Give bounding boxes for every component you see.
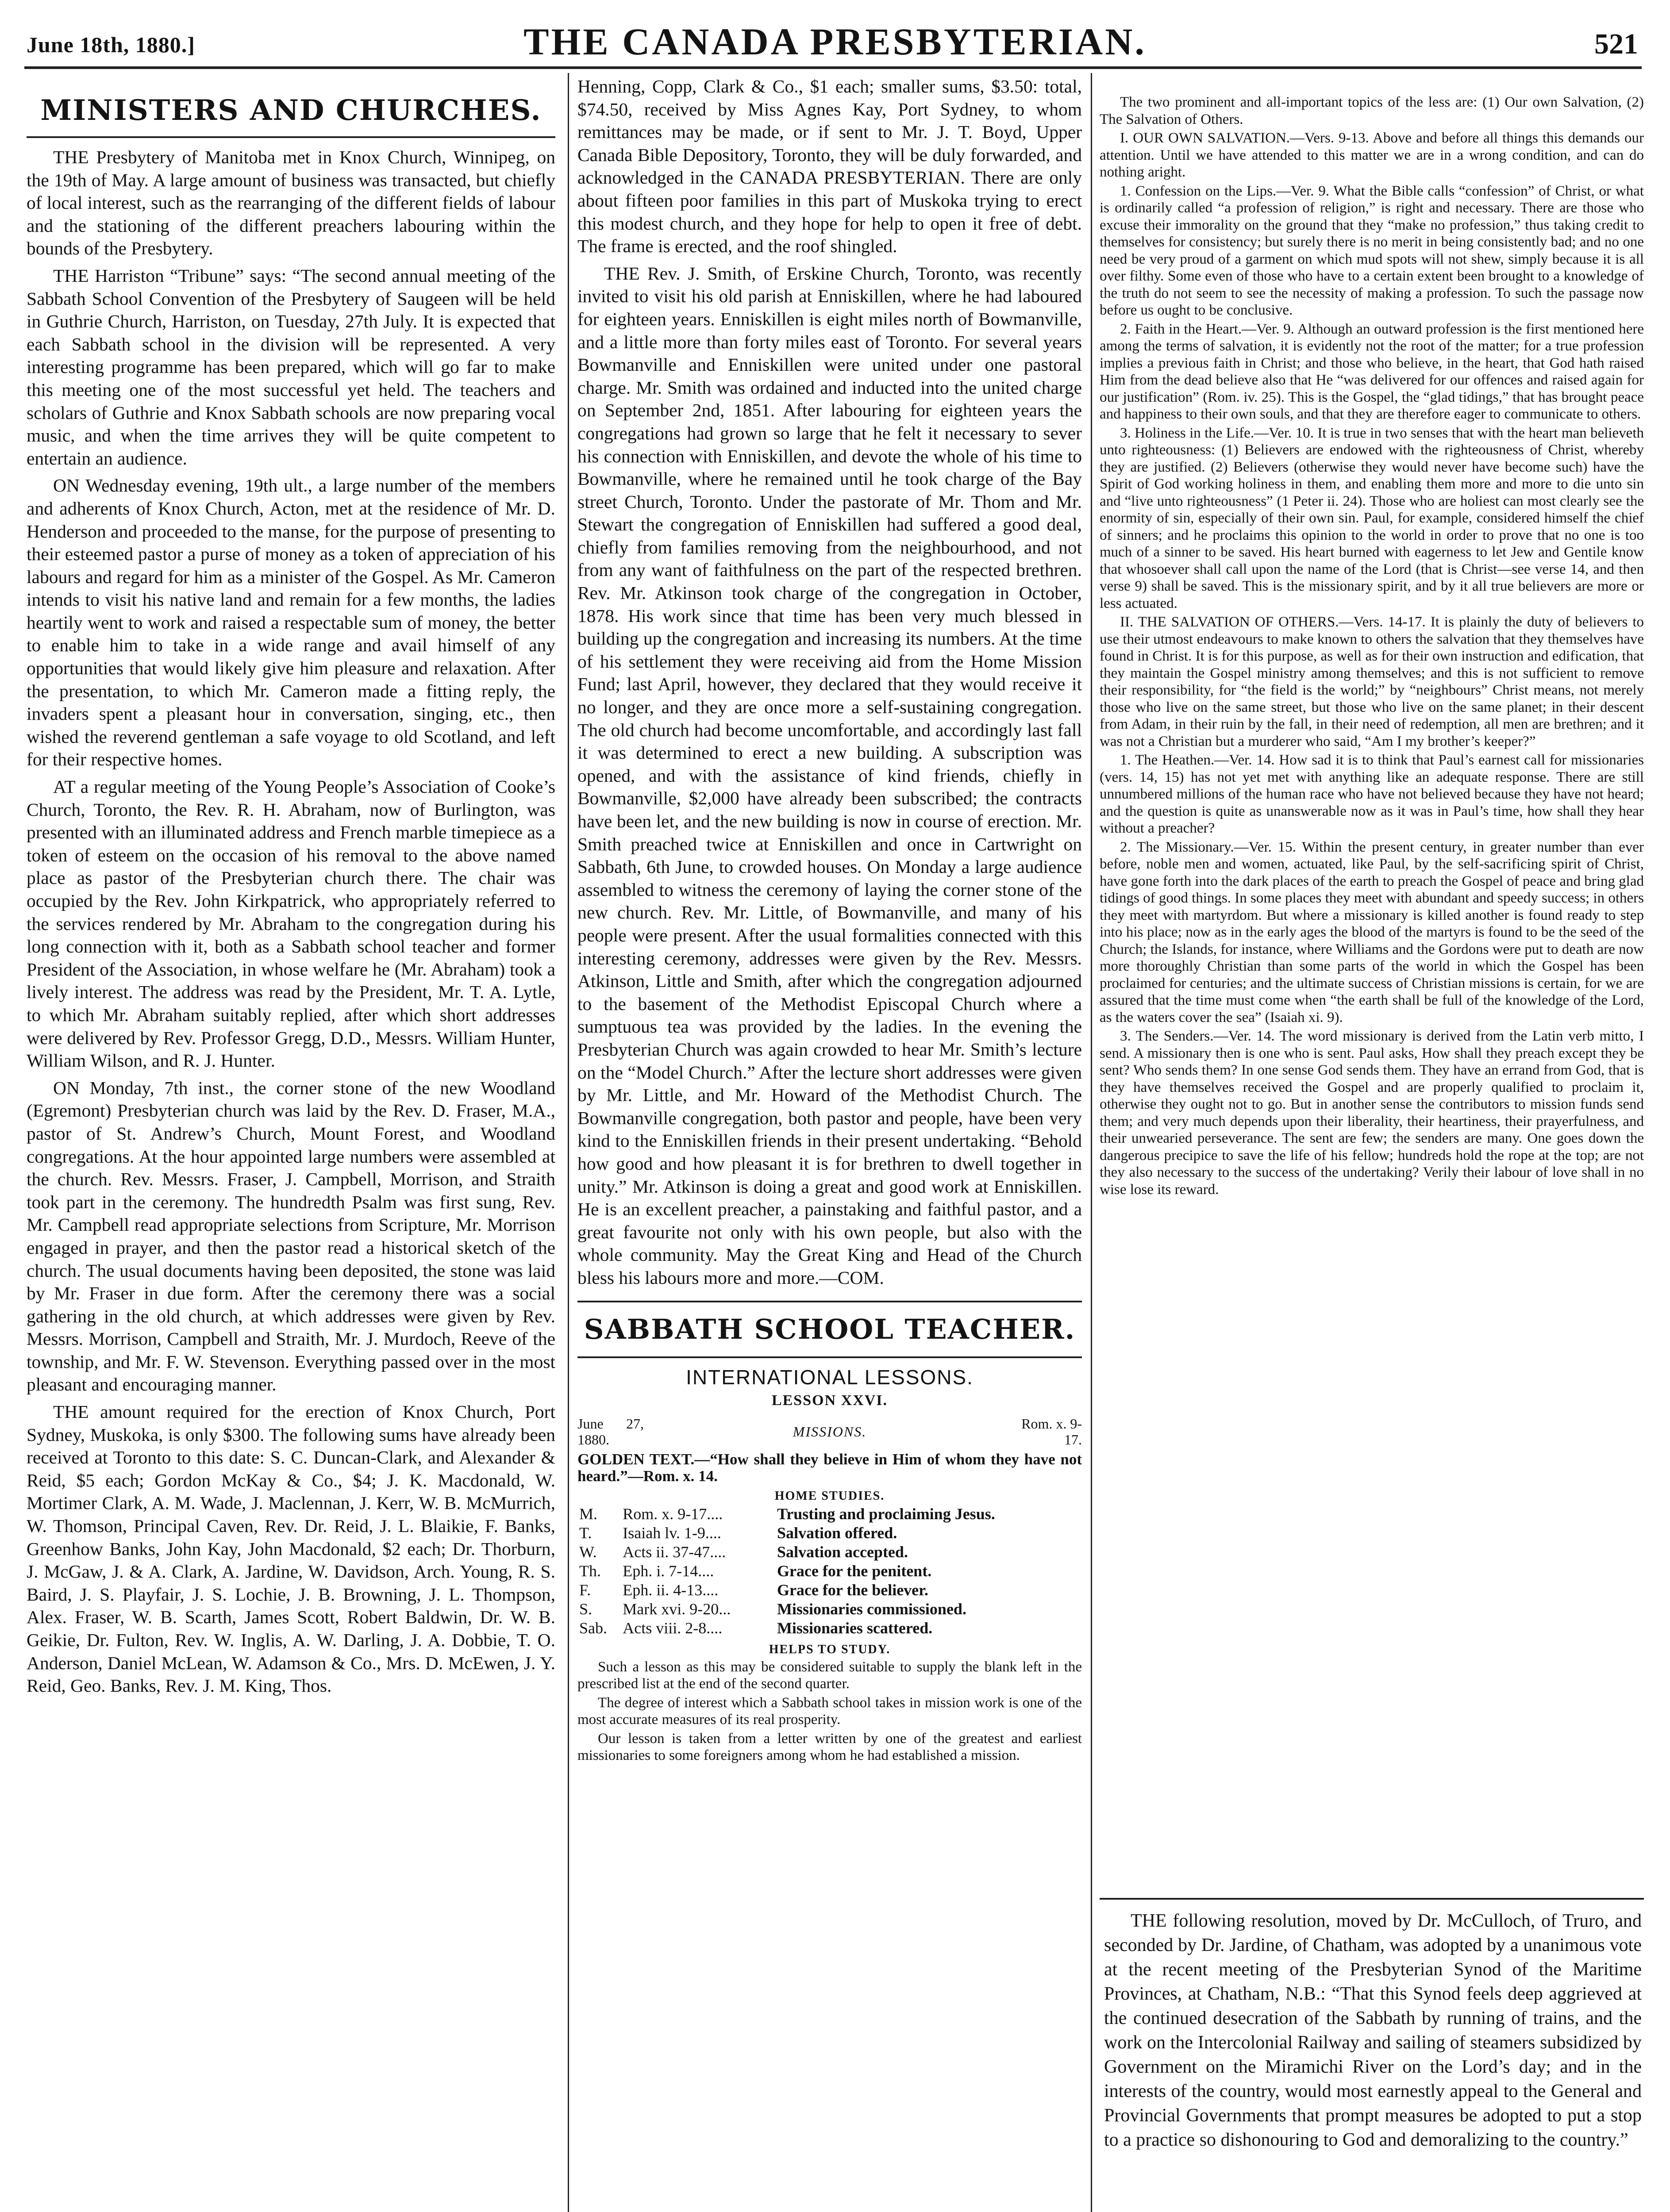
home-study-ref: Eph. i. 7-14.... [623, 1562, 714, 1580]
lesson-date: June 27, 1880. [577, 1415, 644, 1448]
resolution-block [1104, 1909, 1642, 2212]
lesson-paragraph: I. OUR OWN SALVATION.—Vers. 9-13. Above and before all things this demands our attention. Until we have attended to this matter we are in a wrong condition, and can do nothing aright. [1100, 130, 1644, 180]
home-study-ref: Eph. ii. 4-13.... [623, 1581, 719, 1599]
home-study-day: T. [579, 1524, 592, 1542]
home-study-ref: Mark xvi. 9-20... [623, 1600, 731, 1618]
home-study-topic: Salvation offered. [777, 1524, 897, 1542]
ministers-churches-heading: MINISTERS AND CHURCHES. [40, 94, 542, 127]
home-study-row [577, 1505, 1082, 1524]
lesson-paragraph: 2. The Missionary.—Ver. 15. Within the present century, in greater number than ever before, noble men and women, actuated, like Paul, by the self-sacrificing spirit of Christ, have gone forth into the dark places of the earth to preach the Gospel of peace and bring glad tidings of good things. In some places they meet with abundant and speedy success; in others they meet with martyrdom. But where a missionary is killed another is found ready to step into his place; now as in the early ages the blood of the martyrs is found to be the seed of the Church; the Islands, for instance, where Williams and the Gordons were put to death are now more thoroughly Christian than some parts of the world in which the Gospel has been proclaimed for centuries; and the ultimate success of Christian missions is certain, for we are assured that the time must come when “the earth shall be full of the knowledge of the Lord, as the waters cover the sea” (Isaiah xi. 9). [1100, 839, 1644, 1025]
lesson-meta [577, 1416, 1082, 1448]
home-study-topic: Grace for the penitent. [777, 1562, 932, 1580]
lesson-paragraph: 1. Confession on the Lips.—Ver. 9. What the Bible calls “confession” of Christ, or what is ordinarily called “a profession of religion,” is right and necessary. There are those who excuse their immorality on the ground that they “make no profession,” thus taking credit to themselves for consistency; but surely there is no merit in being consistently bad; and no one need be very proud of a garment on which mud spots will not shew, simply because it is all over filthy. Some even of those who have to a certain extent been brought to a knowledge of the truth do not seem to see the necessity of making a profession. To such the passage now before us ought to be conclusive. [1100, 183, 1644, 318]
resolution-paragraph: THE following resolution, moved by Dr. McCulloch, of Truro, and seconded by Dr. Jardine, of Chatham, was adopted by a unanimous vote at the recent meeting of the Presbyterian Synod of the Maritime Provinces, at Chatham, N.B.: “That this Synod feels deep aggrieved at the continued desecration of the Sabbath by running of trains, and the work on the Intercolonial Railway and sailing of steamers subsidized by Government on the Miramichi River on the Lord’s day; and in the interests of the country, would most earnestly appeal to the General and Provincial Governments that prompt measures be adopted to put a stop to a practice so dishonouring to God and demoralizing to the country.” [1104, 1911, 1642, 2150]
column-3 [1100, 94, 1644, 1894]
home-study-topic: Missionaries scattered. [777, 1619, 933, 1637]
sabbath-school-teacher-heading: SABBATH SCHOOL TEACHER. [584, 1313, 1076, 1346]
home-study-ref: Acts ii. 37-47.... [623, 1543, 726, 1561]
lesson-paragraph: 3. Holiness in the Life.—Ver. 10. It is true in two senses that with the heart man believeth unto righteousness: (1) Believers are endowed with the righteousness of Christ, whereby they are justified. (2) Believers (otherwise they would never have become such) have the Spirit of God working holiness in them, and enabling them more and more to die unto sin and “live unto righteousness” (1 Peter ii. 24). Those who are holiest can most clearly see the enormity of sin, especially of their own sin. Paul, for example, considered himself the chief of sinners; and he proclaims this opinion to the world in order to prove that no one is too much of a sinner to be saved. His heart burned with eagerness to let Jew and Gentile know that whosoever shall call upon the name of the Lord (that is Christ—see verse 14, and then verse 9) shall be saved. This is the missionary spirit, and by it all true believers are more or less actuated. [1100, 425, 1644, 611]
home-study-day: M. [579, 1505, 598, 1523]
home-study-ref: Acts viii. 2-8.... [623, 1619, 723, 1637]
home-study-ref: Isaiah lv. 1-9.... [623, 1524, 721, 1542]
article-paragraph: ON Wednesday evening, 19th ult., a large number of the members and adherents of Knox Church, Acton, met at the residence of Mr. D. Henderson and proceeded to the manse, for the purpose of presenting to their esteemed pastor a purse of money as a token of appreciation of his labours and regard for him as a minister of the Gospel. As Mr. Cameron intends to visit his native land and remain for a few months, the ladies heartily went to work and raised a respectable sum of money, the better to enable him to take in a wide range and avail himself of any opportunities that would likely give him pleasure and relaxation. After the presentation, to which Mr. Cameron made a fitting reply, the invaders spent a pleasant hour in conversation, singing, etc., then wished the reverend gentleman a safe voyage to old Scotland, and left for their respective homes. [27, 475, 555, 770]
lesson-number: LESSON XXVI. [771, 1392, 888, 1409]
helps-title: HELPS TO STUDY. [769, 1643, 891, 1657]
helps-paragraph: Such a lesson as this may be considered suitable to supply the blank left in the prescribed list at the end of the second quarter. [577, 1659, 1082, 1692]
lessons-title: INTERNATIONAL LESSONS. [686, 1366, 974, 1389]
section-rule [577, 1301, 1082, 1302]
home-study-row [577, 1562, 1082, 1581]
resolution-rule [1100, 1898, 1644, 1900]
column-1 [27, 93, 555, 2212]
article-paragraph: Henning, Copp, Clark & Co., $1 each; smaller sums, $3.50: total, $74.50, received by Miss Agnes Kay, Port Sydney, to whom remittances may be made, or if sent to Mr. J. T. Boyd, Upper Canada Bible Depository, Toronto, they will be duly forwarded, and acknowledged in the CANADA PRESBYTERIAN. There are only about fifteen poor families in this part of Muskoka trying to erect this modest church, and they hope for help to open it free of debt. The frame is erected, and the roof shingled. [577, 76, 1082, 257]
home-study-topic: Grace for the believer. [777, 1581, 928, 1599]
home-study-topic: Missionaries commissioned. [777, 1600, 966, 1618]
header-rule [24, 66, 1642, 69]
article-paragraph: THE Rev. J. Smith, of Erskine Church, Toronto, was recently invited to visit his old parish at Enniskillen, where he had laboured for eighteen years. Enniskillen is eight miles north of Bowmanville, and a little more than forty miles east of Toronto. For several years Bowmanville and Enniskillen were united under one pastoral charge. Mr. Smith was ordained and inducted into the united charge on September 2nd, 1851. After labouring for eighteen years the congregations had grown so large that he felt it necessary to sever his connection with Enniskillen, and devote the whole of his time to Bowmanville, where he remained until he took charge of the Bay street Church, Toronto. Under the pastorate of Mr. Thom and Mr. Stewart the congregation of Enniskillen had suffered a good deal, chiefly from families removing from the neighbourhood, and not from any want of faithfulness on the part of the respected brethren. Rev. Mr. Atkinson took charge of the congregation in October, 1878. His work since that time has been very much blessed in building up the congregation and increasing its numbers. At the time of his settlement they were receiving aid from the Home Mission Fund; last April, however, they declared that they would receive it no longer, and they are once more a self-sustaining congregation. The old church had become uncomfortable, and accordingly last fall it was determined to erect a new building. A subscription was opened, and with the assistance of kind friends, chiefly in Bowmanville, $2,000 have already been subscribed; the contracts have been let, and the new building is now in course of erection. Mr. Smith preached twice at Enniskillen and once in Cartwright on Sabbath, 6th June, to crowded houses. On Monday a large audience assembled to witness the ceremony of laying the corner stone of the new church. Rev. Mr. Little, of Bowmanville, and many of his people were present. After the usual formalities connected with this interesting ceremony, addresses were given by the Rev. Messrs. Atkinson, Little and Smith, after which the congregation adjourned to the basement of the Methodist Episcopal Church where a sumptuous tea was provided by the ladies. In the evening the Presbyterian Church was again crowded to hear Mr. Smith’s lecture on the “Model Church.” After the lecture short addresses were given by Mr. Little, and Mr. Howard of the Methodist Church. The Bowmanville congregation, both pastor and people, have been very kind to the Enniskillen friends in their present undertaking. “Behold how good and how pleasant it is for brethren to dwell together in unity.” Mr. Atkinson is doing a great and good work at Enniskillen. He is an excellent preacher, a painstaking and faithful pastor, and a great favourite not only with his own people, but also with the whole community. May the Great King and Head of the Church bless his labours more and more.—COM. [577, 263, 1082, 1288]
article-paragraph: THE Presbytery of Manitoba met in Knox Church, Winnipeg, on the 19th of May. A large amount of business was transacted, but chiefly of local interest, such as the rearranging of the different fields of labour and the stationing of the different preachers labouring within the bounds of the Presbytery. [27, 147, 555, 259]
section-rule [577, 1356, 1082, 1358]
home-study-day: W. [579, 1543, 597, 1561]
home-study-row [577, 1524, 1082, 1543]
article-paragraph: THE amount required for the erection of Knox Church, Port Sydney, Muskoka, is only $300. The following sums have already been received at Toronto to this date: S. C. Duncan-Clark, and Alexander & Reid, $5 each; Gordon McKay & Co., $4; J. K. Macdonald, W. Mortimer Clark, A. M. Wade, J. Maclennan, J. Kerr, W. B. McMurrich, W. Thomson, Principal Caven, Rev. Dr. Reid, J. L. Blaikie, F. Banks, Greenhow Banks, John Kay, John Macdonald, $2 each; Dr. Thorburn, J. McGaw, J. & A. Clark, A. Jardine, W. Davidson, Arch. Young, R. S. Baird, J. S. Playfair, J. S. Lochie, J. B. Browning, J. L. Thompson, Alex. Fraser, W. B. Scarth, James Scott, Robert Baldwin, Dr. W. B. Geikie, Dr. Fulton, Rev. W. Inglis, A. W. Darling, J. A. Dobbie, T. O. Anderson, Daniel McLean, W. Adamson & Co., Mrs. D. McEwen, J. Y. Reid, Geo. Banks, Rev. J. M. King, Thos. [27, 1402, 555, 1696]
helps-text [577, 1659, 1082, 1764]
home-study-row [577, 1543, 1082, 1562]
home-studies-table [577, 1505, 1082, 1638]
home-study-day: F. [579, 1581, 591, 1599]
helps-paragraph: Our lesson is taken from a letter written by one of the greatest and earliest missionaries to some foreigners among whom he had established a mission. [577, 1730, 1082, 1764]
home-study-day: S. [579, 1600, 593, 1618]
home-study-day: Th. [579, 1562, 601, 1580]
home-studies-title: HOME STUDIES. [774, 1489, 885, 1503]
heading-rule [27, 136, 555, 138]
column-divider-1 [568, 73, 569, 2212]
column-2 [577, 75, 1082, 2212]
lesson-subject: MISSIONS. [793, 1423, 867, 1440]
helps-paragraph: The degree of interest which a Sabbath school takes in mission work is one of the most accurate measures of its real prosperity. [577, 1694, 1082, 1728]
lesson-paragraph: 1. The Heathen.—Ver. 14. How sad it is to think that Paul’s earnest call for missionaries (vers. 14, 15) has not yet met with anything like an adequate response. There are still unnumbered millions of the human race who have not believed because they have not heard; and the question is quite as unanswerable now as it was in Paul’s time, how shall they hear without a preacher? [1100, 752, 1644, 836]
home-study-topic: Salvation accepted. [777, 1543, 908, 1561]
newspaper-title: THE CANADA PRESBYTERIAN. [523, 20, 1147, 63]
lesson-reference: Rom. x. 9-17. [1021, 1415, 1082, 1448]
issue-date: June 18th, 1880.] [27, 32, 195, 57]
lesson-paragraph: 3. The Senders.—Ver. 14. The word missionary is derived from the Latin verb mitto, I send. A missionary then is one who is sent. Paul asks, How shall they preach except they be sent? Who sends them? In one sense God sends them. They have an errand from God, that is they have themselves received the Gospel and are properly qualified to proclaim it, otherwise they ought not to go. But in another sense the contributors to mission funds send them; and very much depends upon their liberality, their heartiness, their prayerfulness, and their unwearied perseverance. The sent are few; the senders are many. One goes down the dangerous precipice to save the life of his fellow; hundreds hold the rope at the top; are not they also necessary to the success of the undertaking? Verily their labour of love shall in no wise lose its reward. [1100, 1028, 1644, 1198]
home-study-day: Sab. [579, 1619, 607, 1637]
home-study-ref: Rom. x. 9-17.... [623, 1505, 723, 1523]
article-paragraph: THE Harriston “Tribune” says: “The second annual meeting of the Sabbath School Convention of the Presbytery of Saugeen will be held in Guthrie Church, Harriston, on Tuesday, 27th July. It is expected that each Sabbath school in the division will be represented. A very interesting programme has been prepared, which will go far to make this meeting one of the most successful yet held. The teachers and scholars of Guthrie and Knox Sabbath schools are now preparing vocal music, and when the time arrives they will be quite competent to entertain an audience. [27, 265, 555, 469]
article-paragraph: ON Monday, 7th inst., the corner stone of the new Woodland (Egremont) Presbyterian church was laid by the Rev. D. Fraser, M.A., pastor of St. Andrew’s Church, Mount Forest, and Woodland congregations. At the hour appointed large numbers were assembled at the church. Rev. Messrs. Fraser, J. Campbell, Morrison, and Straith took part in the ceremony. The hundredth Psalm was first sung, Rev. Mr. Campbell read appropriate selections from Scripture, Mr. Morrison engaged in prayer, and then the pastor read a historical sketch of the church. The usual documents having been deposited, the stone was laid by Mr. Fraser in due form. After the ceremony there was a social gathering in the old church, at which addresses were given by Rev. Messrs. Morrison, Campbell and Straith, Mr. J. Murdoch, Reeve of the township, and Mr. F. W. Stevenson. Everything passed over in the most pleasant and encouraging manner. [27, 1077, 555, 1395]
article-paragraph: AT a regular meeting of the Young People’s Association of Cooke’s Church, Toronto, the Rev. R. H. Abraham, now of Burlington, was presented with an illuminated address and French marble timepiece as a token of esteem on the occasion of his removal to the above named place as pastor of the Presbyterian church there. The chair was occupied by the Rev. John Kirkpatrick, who appropriately referred to the services rendered by Mr. Abraham to the congregation during his long connection with it, both as a Sabbath school teacher and former President of the Association, in whose welfare he (Mr. Abraham) took a lively interest. The address was read by the President, Mr. T. A. Lytle, to which Mr. Abraham suitably replied, after which short addresses were delivered by Rev. Professor Gregg, D.D., Messrs. William Hunter, William Wilson, and R. J. Hunter. [27, 776, 555, 1071]
home-study-row [577, 1581, 1082, 1600]
lesson-paragraph: II. THE SALVATION OF OTHERS.—Vers. 14-17. It is plainly the duty of believers to use their utmost endeavours to make known to others the salvation that they themselves have found in Christ. It is for this purpose, as well as for their own instruction and edification, that they maintain the Gospel ministry among themselves; and this is not sufficient to remove their responsibility, for “the field is the world;” by “neighbours” Christ means, not merely those who live on the same street, but those who live on the same planet; in their descent from Adam, in their ruin by the fall, in their need of redemption, all men are brethren; and it was not a Christian but a murderer who said, “Am I my brother’s keeper?” [1100, 614, 1644, 749]
column-divider-2 [1091, 73, 1092, 2212]
home-study-row [577, 1600, 1082, 1619]
lesson-paragraph: 2. Faith in the Heart.—Ver. 9. Although an outward profession is the first mentioned here among the terms of salvation, it is evidently not the root of the matter; for a true profession implies a previous faith in Christ; and those who believe, in the heart, that God hath raised Him from the dead believe also that He “was delivered for our offences and raised again for our justification” (Rom. iv. 25). This is the Gospel, the “glad tidings,” that has brought peace and happiness to their own souls, and that they are therefore eager to communicate to others. [1100, 321, 1644, 422]
home-study-row [577, 1619, 1082, 1638]
lesson-paragraph: The two prominent and all-important topics of the less are: (1) Our own Salvation, (2) The Salvation of Others. [1100, 94, 1644, 127]
golden-text: GOLDEN TEXT.—“How shall they believe in Him of whom they have not heard.”—Rom. x. 14. [577, 1450, 1082, 1485]
page-number: 521 [1594, 28, 1638, 60]
home-study-topic: Trusting and proclaiming Jesus. [777, 1505, 995, 1523]
